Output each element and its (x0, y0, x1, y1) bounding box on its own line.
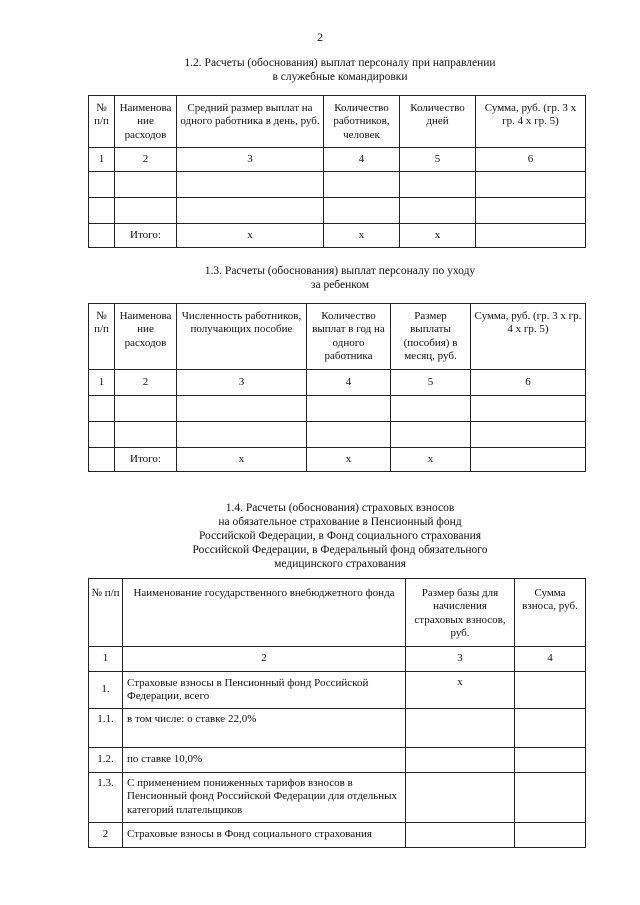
sum-value (515, 709, 586, 748)
column-number: 1 (89, 647, 123, 672)
section-1-4-title-line: Российской Федерации, в Фонд социального страхования (198, 530, 482, 543)
header-cell: Средний размер выплат на одного работника в день, руб. (177, 96, 324, 148)
empty-row (89, 172, 586, 198)
column-number: 2 (115, 148, 177, 172)
row-number: 1.1. (89, 709, 123, 748)
base-value (406, 748, 515, 773)
base-value (406, 773, 515, 823)
section-1-3-title-line1: 1.3. Расчеты (обоснования) выплат персоналу по уходу (204, 265, 476, 277)
travel-payments-table (88, 95, 586, 248)
header-cell: Численность работников, получающих пособие (177, 304, 307, 370)
header-cell: Наименова ние расходов (115, 304, 177, 370)
total-row (89, 224, 586, 248)
sum-value (515, 773, 586, 823)
fund-name: Страховые взносы в Фонд социального страхования (123, 823, 406, 848)
column-number: 2 (123, 647, 406, 672)
section-1-3-title-line2: за ребенком (310, 279, 370, 292)
section-1-4-title-line: на обязательное страхование в Пенсионный фонд (218, 516, 462, 529)
childcare-payments-table (88, 303, 586, 472)
empty-row (89, 198, 586, 224)
header-cell: Количество работников, человек (324, 96, 400, 148)
table-row (89, 823, 586, 848)
table-row (89, 748, 586, 773)
column-number: 1 (89, 370, 115, 396)
row-number: 1. (89, 672, 123, 709)
insurance-contributions-table (88, 578, 586, 848)
empty-row (89, 396, 586, 422)
page-number: 2 (317, 30, 323, 44)
column-number: 3 (177, 370, 307, 396)
section-1-4-title-line: Российской Федерации, в Федеральный фонд обязательного (192, 544, 488, 557)
header-cell: Сумма, руб. (гр. 3 х гр. 4 х гр. 5) (471, 304, 586, 370)
total-label: Итого: (115, 448, 177, 472)
table-row (89, 709, 586, 748)
header-cell: Сумма, руб. (гр. 3 х гр. 4 х гр. 5) (476, 96, 586, 148)
header-cell: Сумма взноса, руб. (515, 579, 586, 647)
total-mark: х (400, 224, 476, 248)
header-cell: № п/п (89, 304, 115, 370)
base-value (406, 709, 515, 748)
column-number: 5 (400, 148, 476, 172)
total-mark: х (307, 448, 391, 472)
column-number: 3 (406, 647, 515, 672)
column-number: 3 (177, 148, 324, 172)
total-label: Итого: (115, 224, 177, 248)
sum-value (515, 748, 586, 773)
column-number: 1 (89, 148, 115, 172)
table-row (89, 672, 586, 709)
column-number: 2 (115, 370, 177, 396)
header-cell: Количество выплат в год на одного работника (307, 304, 391, 370)
section-1-4-title-line: медицинского страхования (274, 558, 406, 571)
base-value (406, 823, 515, 848)
sum-value (515, 672, 586, 709)
total-mark: х (324, 224, 400, 248)
header-cell: № п/п (89, 579, 123, 647)
header-cell: Наименование государственного внебюджетного фонда (123, 579, 406, 647)
empty-row (89, 422, 586, 448)
column-number: 4 (307, 370, 391, 396)
header-cell: Количество дней (400, 96, 476, 148)
header-cell: Размер базы для начисления страховых взносов, руб. (406, 579, 515, 647)
header-cell: № п/п (89, 96, 115, 148)
column-number: 5 (391, 370, 471, 396)
sum-value (515, 823, 586, 848)
column-number: 4 (324, 148, 400, 172)
fund-name: С применением пониженных тарифов взносов в Пенсионный фонд Российской Федерации для отдельных категорий плательщиков (123, 773, 406, 823)
section-1-4-title-line: 1.4. Расчеты (обоснования) страховых взносов (225, 502, 455, 514)
fund-name: по ставке 10,0% (123, 748, 406, 773)
column-number: 6 (471, 370, 586, 396)
total-mark: х (177, 448, 307, 472)
fund-name: в том числе: о ставке 22,0% (123, 709, 406, 748)
total-mark: х (177, 224, 324, 248)
header-cell: Размер выплаты (пособия) в месяц, руб. (391, 304, 471, 370)
column-number: 4 (515, 647, 586, 672)
base-value: х (406, 672, 515, 709)
row-number: 1.2. (89, 748, 123, 773)
row-number: 2 (89, 823, 123, 848)
row-number: 1.3. (89, 773, 123, 823)
fund-name: Страховые взносы в Пенсионный фонд Российской Федерации, всего (123, 672, 406, 709)
header-cell: Наименова ние расходов (115, 96, 177, 148)
section-1-2-title-line1: 1.2. Расчеты (обоснования) выплат персоналу при направлении (184, 57, 496, 69)
table-row (89, 773, 586, 823)
section-1-3-title (60, 264, 620, 292)
section-1-2-title-line2: в служебные командировки (272, 71, 408, 84)
section-1-2-title (60, 56, 620, 84)
total-row (89, 448, 586, 472)
section-1-4-title (60, 501, 620, 571)
column-number: 6 (476, 148, 586, 172)
total-mark: х (391, 448, 471, 472)
